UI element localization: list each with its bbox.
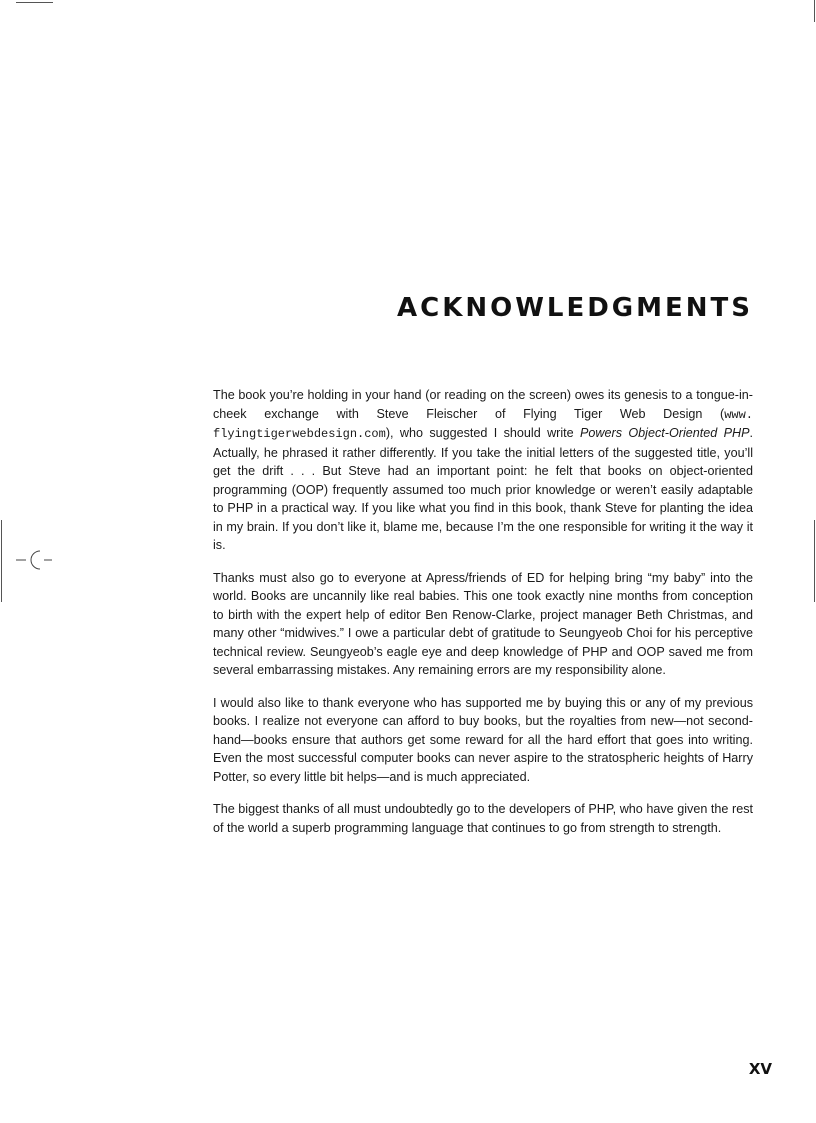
crop-mark-top-left [16, 2, 53, 3]
url-part-1: www. [724, 407, 753, 422]
paragraph-1 [213, 386, 753, 555]
paragraph-3: I would also like to thank everyone who has supported me by buying this or any of my previous books. I realize not everyone can afford to buy books, but the royalties from new—not second-hand—books ensure that authors get some reward for all the hard effort that goes into writing. Even the most successful computer books can never aspire to the stratospheric heights of Harry Potter, so every little bit helps—and is much appreciated. [213, 695, 753, 784]
url-part-2: flyingtigerwebdesign.com [213, 427, 386, 441]
paragraph-1-text-a: The book you’re holding in your hand (or reading on the screen) owes its genesis to a tongue-in-cheek exchange with Steve Fleischer of Flying Tiger Web Design ( [213, 388, 753, 421]
crop-mark-top-right [814, 0, 815, 22]
paragraph-1-text-b: ), who suggested I should write [385, 426, 581, 440]
paragraph-4: The biggest thanks of all must undoubtedly go to the developers of PHP, who have given the rest of the world a superb programming language that continues to go from strength to strength. [213, 802, 753, 835]
paragraph-1-text-c: . Actually, he phrased it rather differently. If you take the initial letters of the suggested title, you’ll get the drift . . . But Steve had an important point: he felt that books on object-oriented programming (OOP) frequently assumed too much prior knowledge or weren’t easily adaptable to PHP in a practical way. If you like what you find in this book, thank Steve for planting the idea in my brain. If you don’t like it, blame me, because I’m the one responsible for writing it the way it is. [213, 426, 754, 552]
chapter-title: ACKNOWLEDGMENTS [397, 293, 753, 323]
book-title-italic: Powers Object-Oriented PHP [580, 426, 750, 440]
margin-line-right [814, 520, 815, 602]
page-number: XV [748, 1060, 772, 1078]
registration-mark-icon [14, 548, 54, 572]
margin-line-left [1, 520, 2, 602]
body-text [213, 386, 753, 851]
paragraph-2: Thanks must also go to everyone at Apress/friends of ED for helping bring “my baby” into the world. Books are uncannily like real babies. This one took exactly nine months from conception to birth with the expert help of editor Ben Renow-Clarke, project manager Beth Christmas, and many other “midwives.” I owe a particular debt of gratitude to Seungyeob Choi for his perceptive technical review. Seungyeob’s eagle eye and deep knowledge of PHP and OOP saved me from several embarrassing mistakes. Any remaining errors are my responsibility alone. [213, 570, 753, 677]
